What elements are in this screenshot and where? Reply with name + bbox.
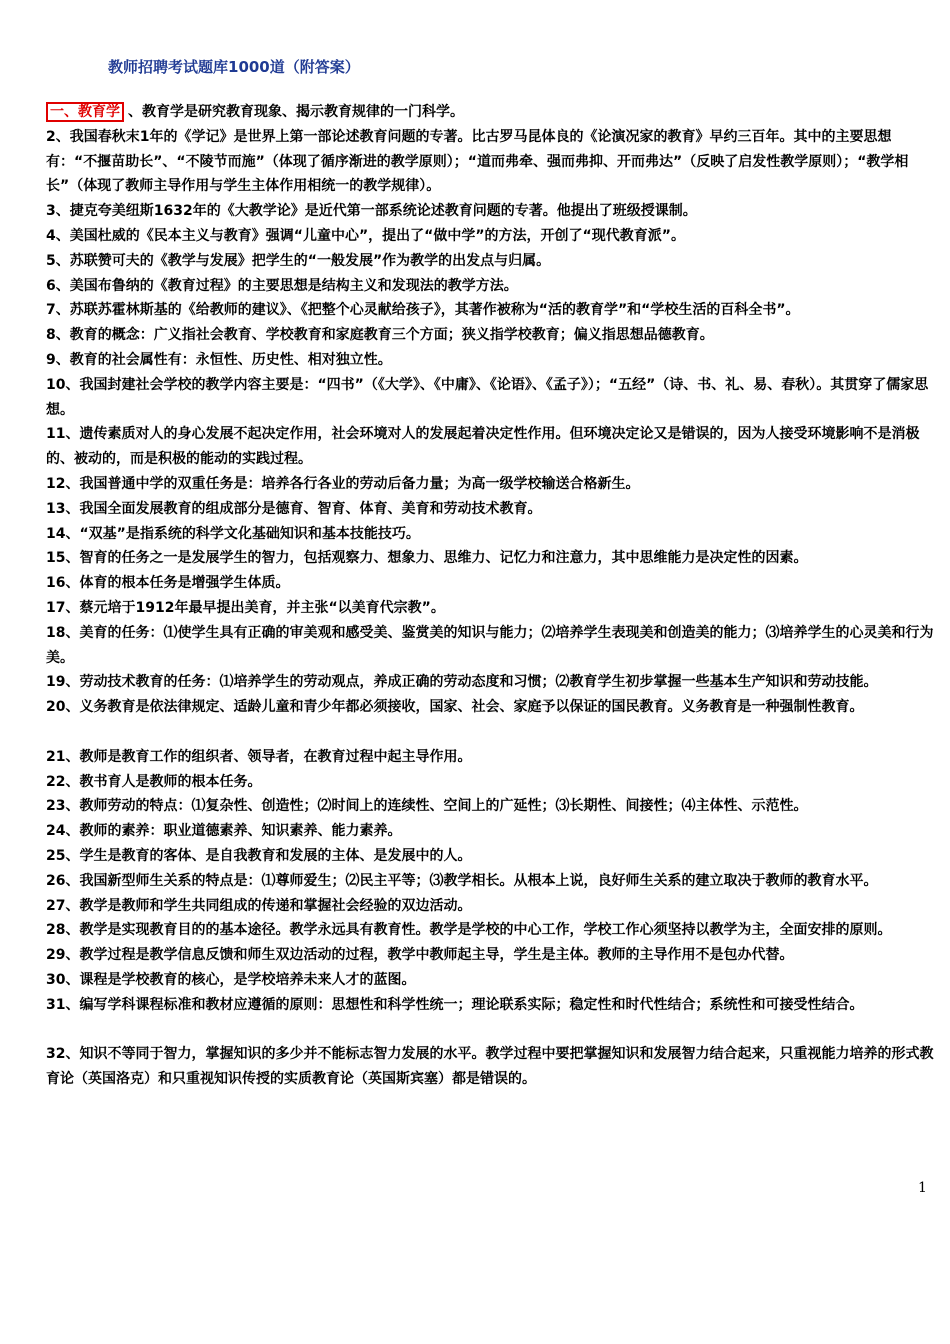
question-item: 13、我国全面发展教育的组成部分是德育、智育、体育、美育和劳动技术教育。 [46, 500, 542, 517]
page-number: 1 [918, 1180, 927, 1196]
question-item: 12、我国普通中学的双重任务是：培养各行各业的劳动后备力量；为高一级学校输送合格新生。 [46, 475, 640, 492]
question-item: 6、美国布鲁纳的《教育过程》的主要思想是结构主义和发现法的教学方法。 [46, 277, 518, 294]
question-item: 2、我国春秋末1年的《学记》是世界上第一部论述教育问题的专著。比古罗马昆体良的《论演况家的教育》早约三百年。其中的主要思想有：“不揠苗助长”、“不陵节而施”（体现了循序渐进的教学原则）；“道而弗牵、强而弗抑、开而弗达”（反映了启发性教学原则）；“教学相长”（体现了教师主导作用与学生主体作用相统一的教学规律）。 [46, 128, 909, 195]
question-items [46, 125, 936, 1092]
question-item: 4、美国杜威的《民本主义与教育》强调“儿童中心”，提出了“做中学”的方法，开创了“现代教育派”。 [46, 227, 685, 244]
question-item: 19、劳动技术教育的任务：⑴培养学生的劳动观点，养成正确的劳动态度和习惯；⑵教育学生初步掌握一些基本生产知识和劳动技能。 [46, 674, 878, 691]
paragraph-gap [46, 1017, 936, 1042]
question-item: 9、教育的社会属性有：永恒性、历史性、相对独立性。 [46, 351, 392, 368]
question-list [46, 100, 936, 1092]
question-item-1-text: 、教育学是研究教育现象、揭示教育规律的一门科学。 [128, 104, 464, 120]
question-item: 26、我国新型师生关系的特点是：⑴尊师爱生；⑵民主平等；⑶教学相长。从根本上说，良好师生关系的建立取决于教师的教育水平。 [46, 872, 878, 889]
question-item: 14、“双基”是指系统的科学文化基础知识和基本技能技巧。 [46, 525, 420, 542]
document-title: 教师招聘考试题库1000道（附答案） [108, 58, 360, 76]
question-item: 7、苏联苏霍林斯基的《给教师的建议》、《把整个心灵献给孩子》，其著作被称为“活的教育学”和“学校生活的百科全书”。 [46, 302, 800, 319]
question-item: 16、体育的根本任务是增强学生体质。 [46, 575, 290, 592]
question-item: 25、学生是教育的客体、是自我教育和发展的主体、是发展中的人。 [46, 847, 472, 864]
question-item: 21、教师是教育工作的组织者、领导者，在教育过程中起主导作用。 [46, 748, 472, 765]
question-item-1 [46, 100, 936, 125]
question-item: 10、我国封建社会学校的教学内容主要是：“四书”（《大学》、《中庸》、《论语》、《孟子》）；“五经”（诗、书、礼、易、春秋）。其贯穿了儒家思想。 [46, 376, 929, 418]
question-item: 15、智育的任务之一是发展学生的智力，包括观察力、想象力、思维力、记忆力和注意力，其中思维能力是决定性的因素。 [46, 550, 808, 567]
question-item: 22、教书育人是教师的根本任务。 [46, 773, 262, 790]
question-item: 30、课程是学校教育的核心，是学校培养未来人才的蓝图。 [46, 971, 416, 988]
paragraph-gap [46, 720, 936, 745]
question-item: 28、教学是实现教育目的的基本途径。教学永远具有教育性。教学是学校的中心工作，学校工作心须坚持以教学为主，全面安排的原则。 [46, 922, 892, 939]
question-item: 17、蔡元培于1912年最早提出美育，并主张“以美育代宗教”。 [46, 599, 445, 616]
question-item: 32、知识不等同于智力，掌握知识的多少并不能标志智力发展的水平。教学过程中要把掌握知识和发展智力结合起来，只重视能力培养的形式教育论（英国洛克）和只重视知识传授的实质教育论（英国斯宾塞）都是错误的。 [46, 1046, 934, 1088]
section-tag: 一、教育学 [46, 102, 124, 122]
question-item: 18、美育的任务：⑴使学生具有正确的审美观和感受美、鉴赏美的知识与能力；⑵培养学生表现美和创造美的能力；⑶培养学生的心灵美和行为美。 [46, 624, 934, 666]
question-item: 11、遗传素质对人的身心发展不起决定作用，社会环境对人的发展起着决定性作用。但环境决定论又是错误的，因为人接受环境影响不是消极的、被动的，而是积极的能动的实践过程。 [46, 426, 920, 468]
question-item: 8、教育的概念：广义指社会教育、学校教育和家庭教育三个方面；狭义指学校教育；偏义指思想品德教育。 [46, 327, 714, 344]
question-item: 5、苏联赞可夫的《教学与发展》把学生的“一般发展”作为教学的出发点与归属。 [46, 252, 551, 269]
question-item: 31、编写学科课程标准和教材应遵循的原则：思想性和科学性统一；理论联系实际；稳定性和时代性结合；系统性和可接受性结合。 [46, 996, 864, 1013]
question-item: 20、义务教育是依法律规定、适龄儿童和青少年都必须接收，国家、社会、家庭予以保证的国民教育。义务教育是一种强制性教育。 [46, 699, 864, 716]
question-item: 3、捷克夸美纽斯1632年的《大教学论》是近代第一部系统论述教育问题的专著。他提出了班级授课制。 [46, 203, 697, 220]
question-item: 29、教学过程是教学信息反馈和师生双边活动的过程，教学中教师起主导，学生是主体。教师的主导作用不是包办代替。 [46, 947, 794, 964]
question-item: 24、教师的素养：职业道德素养、知识素养、能力素养。 [46, 823, 402, 840]
question-item: 27、教学是教师和学生共同组成的传递和掌握社会经验的双边活动。 [46, 897, 472, 914]
question-item: 23、教师劳动的特点：⑴复杂性、创造性；⑵时间上的连续性、空间上的广延性；⑶长期性、间接性；⑷主体性、示范性。 [46, 798, 808, 815]
